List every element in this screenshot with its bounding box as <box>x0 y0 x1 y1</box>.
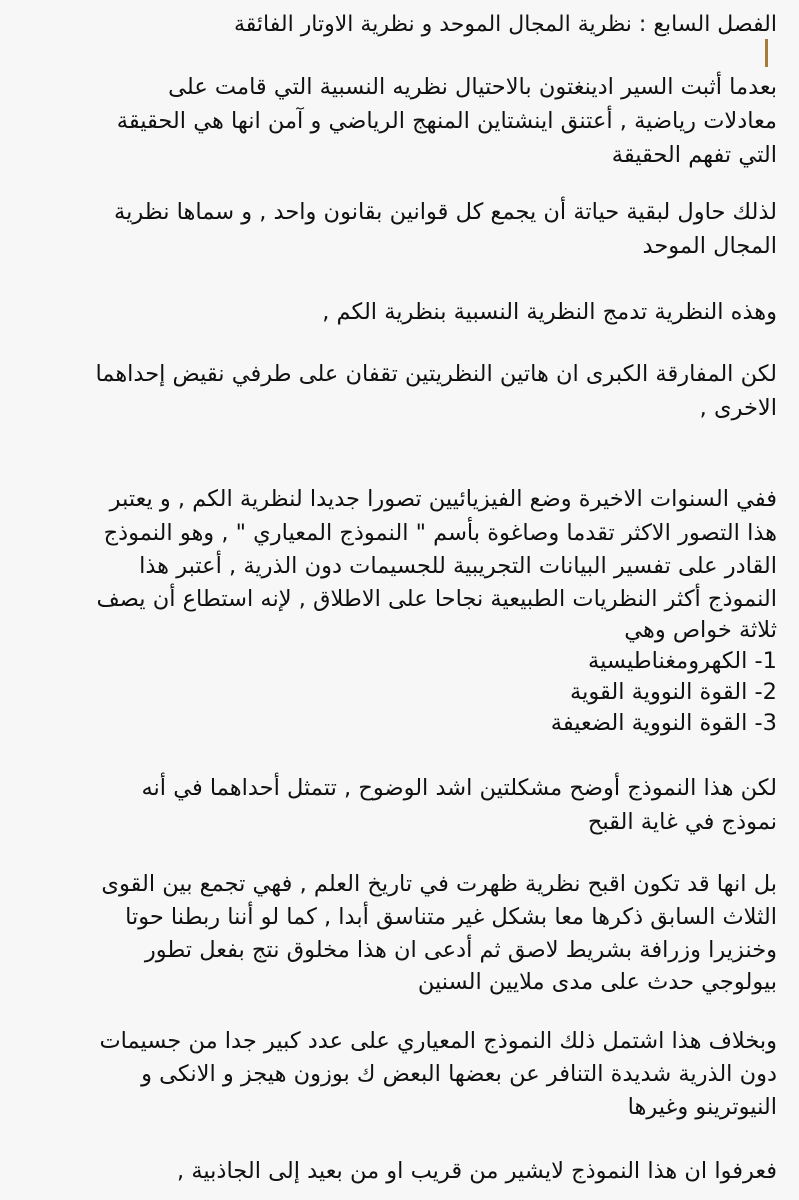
text-cursor <box>765 39 768 67</box>
text-line: بيولوجي حدث على مدى ملايين السنين <box>417 969 777 995</box>
text-line: التي تفهم الحقيقة <box>611 142 777 168</box>
text-line: وخنزيرا وزرافة بشريط لاصق ثم أدعى ان هذا مخلوق نتج بفعل تطور <box>144 937 777 963</box>
text-line: فعرفوا ان هذا النموذج لايشير من قريب او من بعيد إلى الجاذبية , <box>177 1158 777 1184</box>
text-line: لكن هذا النموذج أوضح مشكلتين اشد الوضوح , تتمثل أحداهما في أنه <box>141 775 777 801</box>
text-line: لكن المفارقة الكبرى ان هاتين النظريتين تقفان على طرفي نقيض إحداهما <box>95 361 777 387</box>
text-line: دون الذرية شديدة التنافر عن بعضها البعض ك بوزون هيجز و الانكى و <box>141 1061 777 1087</box>
text-line: نموذج في غاية القبح <box>587 809 777 835</box>
text-line: بل انها قد تكون اقبح نظرية ظهرت في تاريخ العلم , فهي تجمع بين القوى <box>101 871 777 897</box>
text-line: وهذه النظرية تدمج النظرية النسبية بنظرية الكم , <box>322 299 777 325</box>
text-line: وبخلاف هذا اشتمل ذلك النموذج المعياري على عدد كبير جدا من جسيمات <box>99 1028 777 1054</box>
text-line: هذا التصور الاكثر تقدما وصاغوة بأسم " النموذج المعياري " , وهو النموذج <box>103 520 777 546</box>
text-line: الاخرى , <box>699 395 777 421</box>
text-line: معادلات رياضية , أعتنق اينشتاين المنهج الرياضي و آمن انها هي الحقيقة <box>116 108 777 134</box>
text-line: بعدما أثبت السير ادينغتون بالاحتيال نظريه النسبية التي قامت على <box>168 74 777 100</box>
list-item: 1- الكهرومغناطيسية <box>588 648 777 674</box>
chapter-title: الفصل السابع : نظرية المجال الموحد و نظرية الاوتار الفائقة <box>234 12 777 37</box>
text-line: النموذج أكثر النظريات الطبيعية نجاحا على الاطلاق , لإنه استطاع أن يصف <box>96 586 777 612</box>
text-line: لذلك حاول لبقية حياتة أن يجمع كل قوانين بقانون واحد , و سماها نظرية <box>114 199 777 225</box>
text-line: المجال الموحد <box>642 233 777 259</box>
text-line: ثلاثة خواص وهي <box>624 617 777 643</box>
text-line: القادر على تفسير البيانات التجريبية للجسيمات دون الذرية , أعتبر هذا <box>139 553 777 579</box>
text-line: الثلاث السابق ذكرها معا بشكل غير متناسق أبدا , كما لو أننا ربطنا حوتا <box>125 904 777 930</box>
text-line: النيوترينو وغيرها <box>627 1094 777 1120</box>
text-line: ففي السنوات الاخيرة وضع الفيزيائيين تصورا جديدا لنظرية الكم , و يعتبر <box>109 486 777 512</box>
list-item: 3- القوة النووية الضعيفة <box>550 710 777 736</box>
list-item: 2- القوة النووية القوية <box>570 679 777 705</box>
